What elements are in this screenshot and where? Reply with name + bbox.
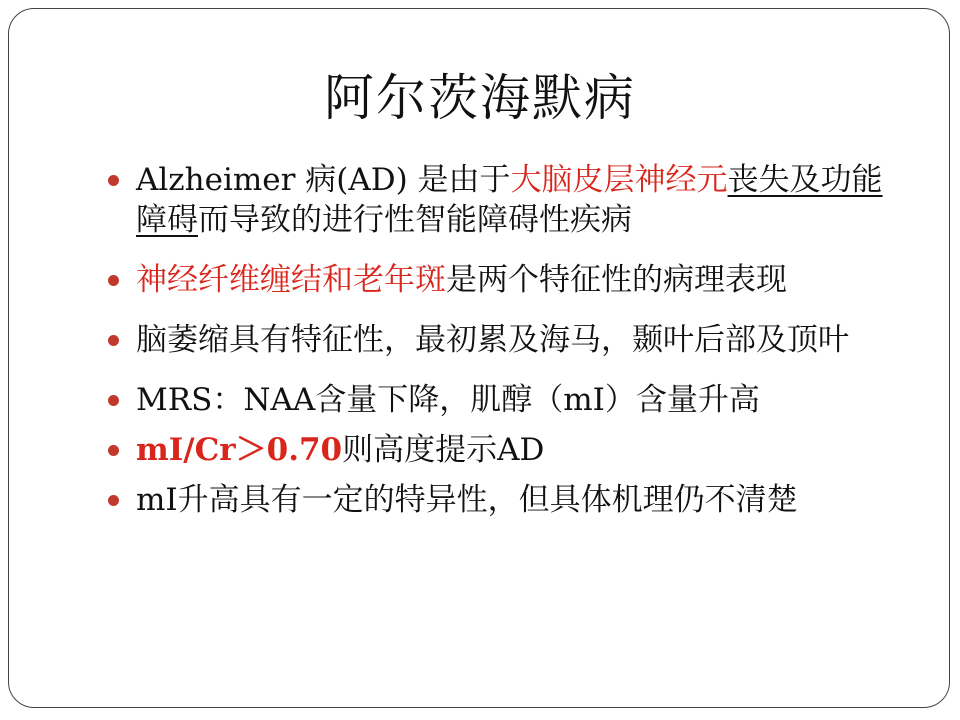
bullet-text-segment: MRS：NAA含量下降，肌醇（mI）含量升高 (136, 382, 760, 418)
bullet-text-segment: 是两个特征性的病理表现 (446, 262, 787, 298)
slide-title: 阿尔茨海默病 (324, 69, 636, 127)
bullet-dot-icon (108, 175, 119, 186)
bullet-text-segment: 则高度提示AD (342, 432, 545, 468)
bullet-dot-icon (108, 395, 119, 406)
bullet-item-atrophy (108, 320, 888, 360)
bullet-text-segment: 而导致的进行性智能障碍性疾病 (198, 202, 632, 238)
underlined-text-loss-dysfunction: 丧失及功能障碍 (136, 162, 883, 238)
bullet-dot-icon (108, 335, 119, 346)
bullet-text-segment: mI升高具有一定的特异性，但具体机理仍不清楚 (136, 482, 798, 518)
highlight-text-cortex-neurons: 大脑皮层神经元 (510, 162, 728, 198)
bullet-dot-icon (108, 445, 119, 456)
bullet-item-specificity (108, 480, 888, 520)
highlight-text-ratio-threshold: mI/Cr＞0.70 (136, 432, 343, 468)
bullet-text-segment: 脑萎缩具有特征性，最初累及海马，颞叶后部及顶叶 (136, 322, 849, 358)
bullet-text-segment: Alzheimer 病(AD) 是由于 (136, 162, 511, 198)
highlight-text-tangles-plaques: 神经纤维缠结和老年斑 (136, 262, 446, 298)
bullet-item-mrs (108, 380, 888, 420)
bullet-item-ad-definition (108, 160, 888, 240)
bullet-dot-icon (108, 275, 119, 286)
bullet-list (108, 160, 888, 540)
bullet-item-ratio (108, 430, 888, 470)
bullet-item-pathology (108, 260, 888, 300)
bullet-dot-icon (108, 495, 119, 506)
